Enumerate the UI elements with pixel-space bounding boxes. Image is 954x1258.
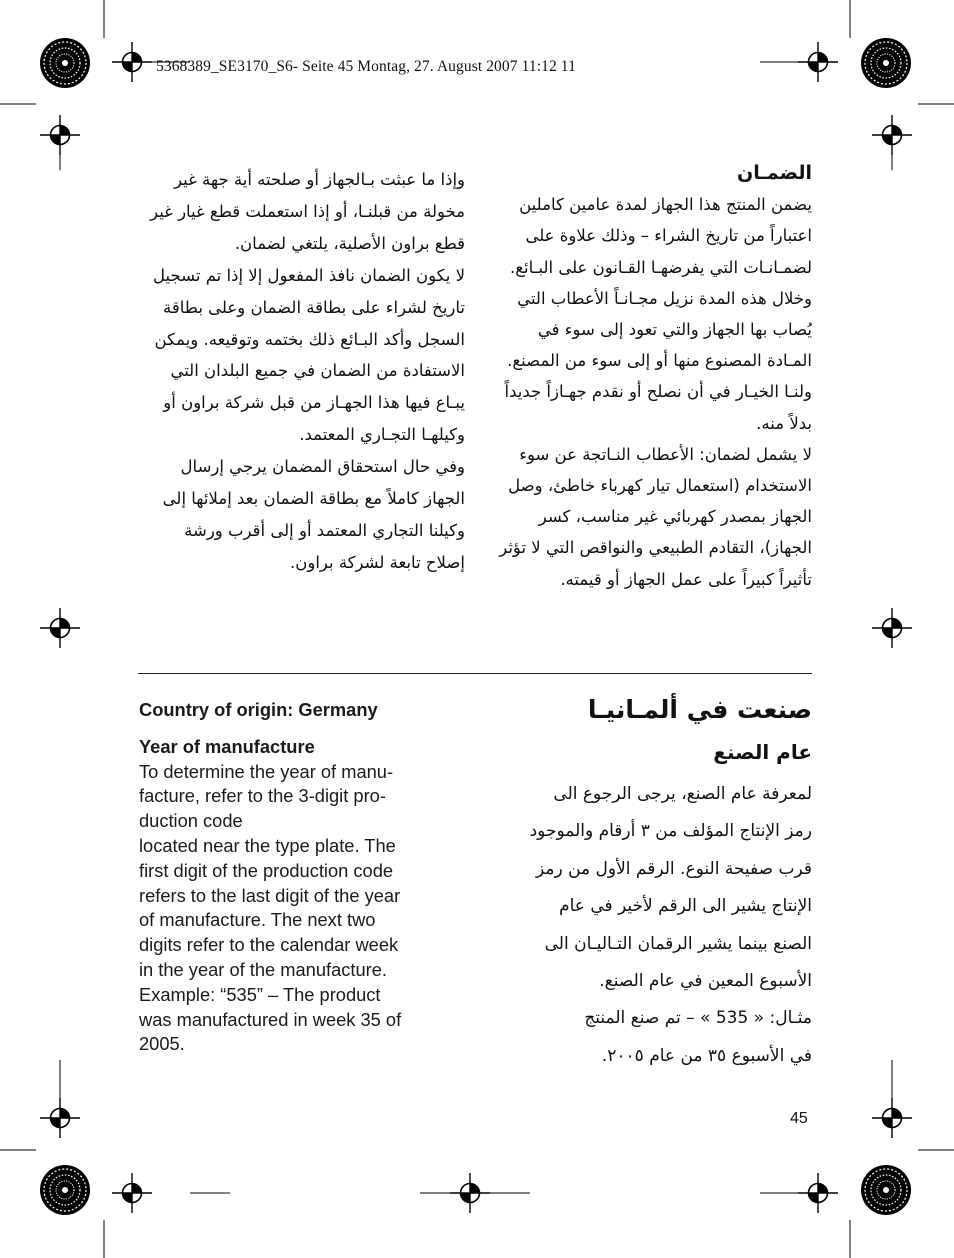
body-line-ar: لمعرفة عام الصنع، يرجى الرجوع الى <box>553 784 812 804</box>
print-slug: 5368389_SE3170_S6- Seite 45 Montag, 27. August 2007 11:12 11 <box>156 58 576 75</box>
body-line-ar: مثـال: « 535 » – تم صنع المنتج <box>584 1008 812 1029</box>
guarantee-heading: الضمـان <box>737 162 812 184</box>
body-line: in the year of the manufacture. <box>139 958 387 980</box>
body-line-ar: الأسبوع المعين في عام الصنع. <box>599 971 812 992</box>
origin-arabic <box>480 690 812 1075</box>
body-line: duction code <box>139 810 243 832</box>
body-line-ar: الصنع بينما يشير الرقمان التـاليـان الى <box>544 933 812 954</box>
guarantee-paragraph: لا يكون الضمان نافذ المفعول إلا إذا تم تسجيل تاريخ لشراء على بطاقة الضمان وعلى بطاقة السجل وأكد البـائع ذلك بختمه وتوقيعه. ويمكن الاستفادة من الضمان في جميع البلدان التي يبـاع فيها هذا الجهـاز من قبل شركة براون أو وكيلهـا التجـاري المعتمد. <box>153 265 465 445</box>
body-line-ar: في الأسبوع ٣٥ من عام ٢٠٠٥. <box>601 1045 812 1066</box>
body-line-ar: رمز الإنتاج المؤلف من ٣ أرقام والموجود <box>529 821 812 842</box>
guarantee-paragraph: يضمن المنتج هذا الجهاز لمدة عامين كاملين اعتباراً من تاريخ الشراء – وذلك علاوة على لضمـانـات التي يفرضهـا القـانون على البـائع. وخلال هذه المدة نزيل مجـانـاً الأعطاب التي يُصاب بها الجهاز والتي تعود إلى سوء في المـادة المصنوع منها أو إلى سوء من المصنع. ولنـا الخيـار في أن نصلح أو نقدم جهـازاً جديداً بدلاً منه. <box>504 195 812 433</box>
body-line: was manufactured in week 35 of <box>139 1008 402 1030</box>
guarantee-paragraph: وإذا ما عبثت بـالجهاز أو صلحته أية جهة غير مخولة من قبلنـا، أو إذا استعملت قطع غيار غير قطع براون الأصلية، يلتغي لضمان. <box>150 170 465 253</box>
guarantee-paragraph: وفي حال استحقاق المضمان يرجي إرسال الجهاز كاملاً مع بطاقة الضمان بعد إملائها إلى وكيلنا التجاري المعتمد أو إلى أقرب ورشة إصلاح تابعة لشركة براون. <box>162 457 465 572</box>
body-line: digits refer to the calendar week <box>139 934 399 956</box>
body-line-ar: الإنتاج يشير الى الرقم لأخير في عام <box>559 896 812 917</box>
body-line: To determine the year of manu- <box>139 760 394 782</box>
year-heading-ar: عام الصنع <box>713 740 812 764</box>
body-line: first digit of the production code <box>139 859 394 881</box>
made-in-germany-title: صنعت في ألمـانيـا <box>587 695 812 724</box>
origin-english <box>139 698 469 1057</box>
body-line: 2005. <box>139 1033 185 1055</box>
body-line: of manufacture. The next two <box>139 909 376 931</box>
body-line-ar: قرب صفيحة النوع. الرقم الأول من رمز <box>536 858 812 879</box>
year-heading: Year of manufacture <box>139 735 315 757</box>
guarantee-left-column <box>145 164 465 579</box>
body-line: Example: “535” – The product <box>139 983 381 1005</box>
body-line: facture, refer to the 3-digit pro- <box>139 785 386 807</box>
page-number: 45 <box>790 1110 808 1127</box>
country-of-origin: Country of origin: Germany <box>139 699 378 720</box>
guarantee-right-column <box>490 158 812 595</box>
body-line: refers to the last digit of the year <box>139 884 401 906</box>
body-line: located near the type plate. The <box>139 834 396 856</box>
guarantee-paragraph: لا يشمل لضمان: الأعطاب النـاتجة عن سوء الاستخدام (استعمال تيار كهرباء خاطئ، وصل الجهاز بمصدر كهربائي غير مناسب، كسر الجهاز)، التقادم الطبيعي والنواقص التي لا تؤثر تأثيراً كبيراً على عمل الجهاز أو قيمته. <box>499 444 812 589</box>
section-divider <box>138 673 812 674</box>
